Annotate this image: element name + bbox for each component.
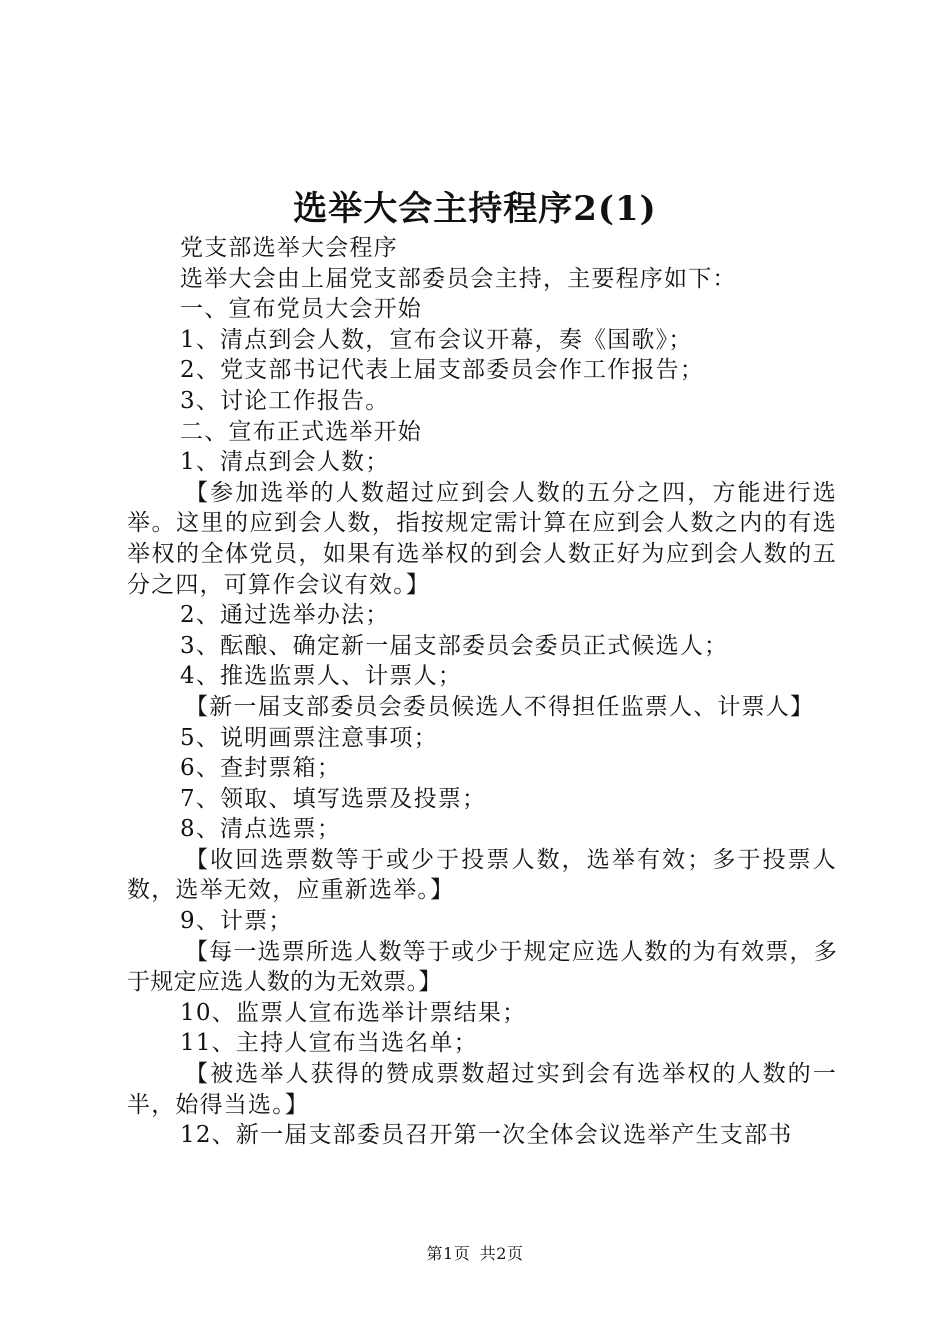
list-item: 5、说明画票注意事项； — [180, 724, 438, 751]
paragraph: 选举大会由上届党支部委员会主持，主要程序如下： — [180, 265, 737, 292]
list-item: 11、主持人宣布当选名单； — [180, 1030, 478, 1057]
page-footer — [0, 1242, 950, 1266]
document-title: 选举大会主持程序2(1) — [293, 189, 657, 229]
list-item: 9、计票； — [180, 908, 293, 935]
document-body — [127, 233, 837, 1151]
list-item: 12、新一届支部委员召开第一次全体会议选举产生支部书 — [180, 1122, 793, 1149]
list-item: 1、清点到会人数，宣布会议开幕，奏《国歌》； — [180, 326, 693, 353]
note-paragraph: 【收回选票数等于或少于投票人数，选举有效；多于投票人数，选举无效，应重新选举。】 — [127, 846, 837, 904]
list-item: 2、通过选举办法； — [180, 602, 390, 629]
list-item: 8、清点选票； — [180, 816, 342, 843]
note-paragraph: 【参加选举的人数超过应到会人数的五分之四，方能进行选举。这里的应到会人数，指按规定需计算在应到会人数之内的有选举权的全体党员，如果有选举权的到会人数正好为应到会人数的五分之四，可算作会议有效。】 — [127, 479, 837, 598]
section-heading: 二、宣布正式选举开始 — [180, 418, 422, 445]
page-total: 共2页 — [479, 1244, 524, 1263]
list-item: 1、清点到会人数； — [180, 449, 390, 476]
list-item: 4、推选监票人、计票人； — [180, 663, 463, 690]
note-paragraph: 【新一届支部委员会委员候选人不得担任监票人、计票人】 — [185, 693, 815, 720]
list-item: 7、领取、填写选票及投票； — [180, 785, 487, 812]
list-item: 10、监票人宣布选举计票结果； — [180, 999, 527, 1026]
paragraph: 党支部选举大会程序 — [180, 235, 398, 261]
list-item: 3、讨论工作报告。 — [180, 387, 390, 414]
list-item: 3、酝酿、确定新一届支部委员会委员正式候选人； — [180, 632, 729, 659]
note-paragraph: 【被选举人获得的赞成票数超过实到会有选举权的人数的一半，始得当选。】 — [127, 1061, 837, 1118]
note-paragraph: 【每一选票所选人数等于或少于规定应选人数的为有效票，多于规定应选人数的为无效票。】 — [127, 938, 837, 996]
section-heading: 一、宣布党员大会开始 — [180, 296, 422, 323]
list-item: 6、查封票箱； — [180, 755, 342, 782]
list-item: 2、党支部书记代表上届支部委员会作工作报告； — [180, 357, 705, 384]
page-number: 第1页 — [426, 1244, 471, 1263]
